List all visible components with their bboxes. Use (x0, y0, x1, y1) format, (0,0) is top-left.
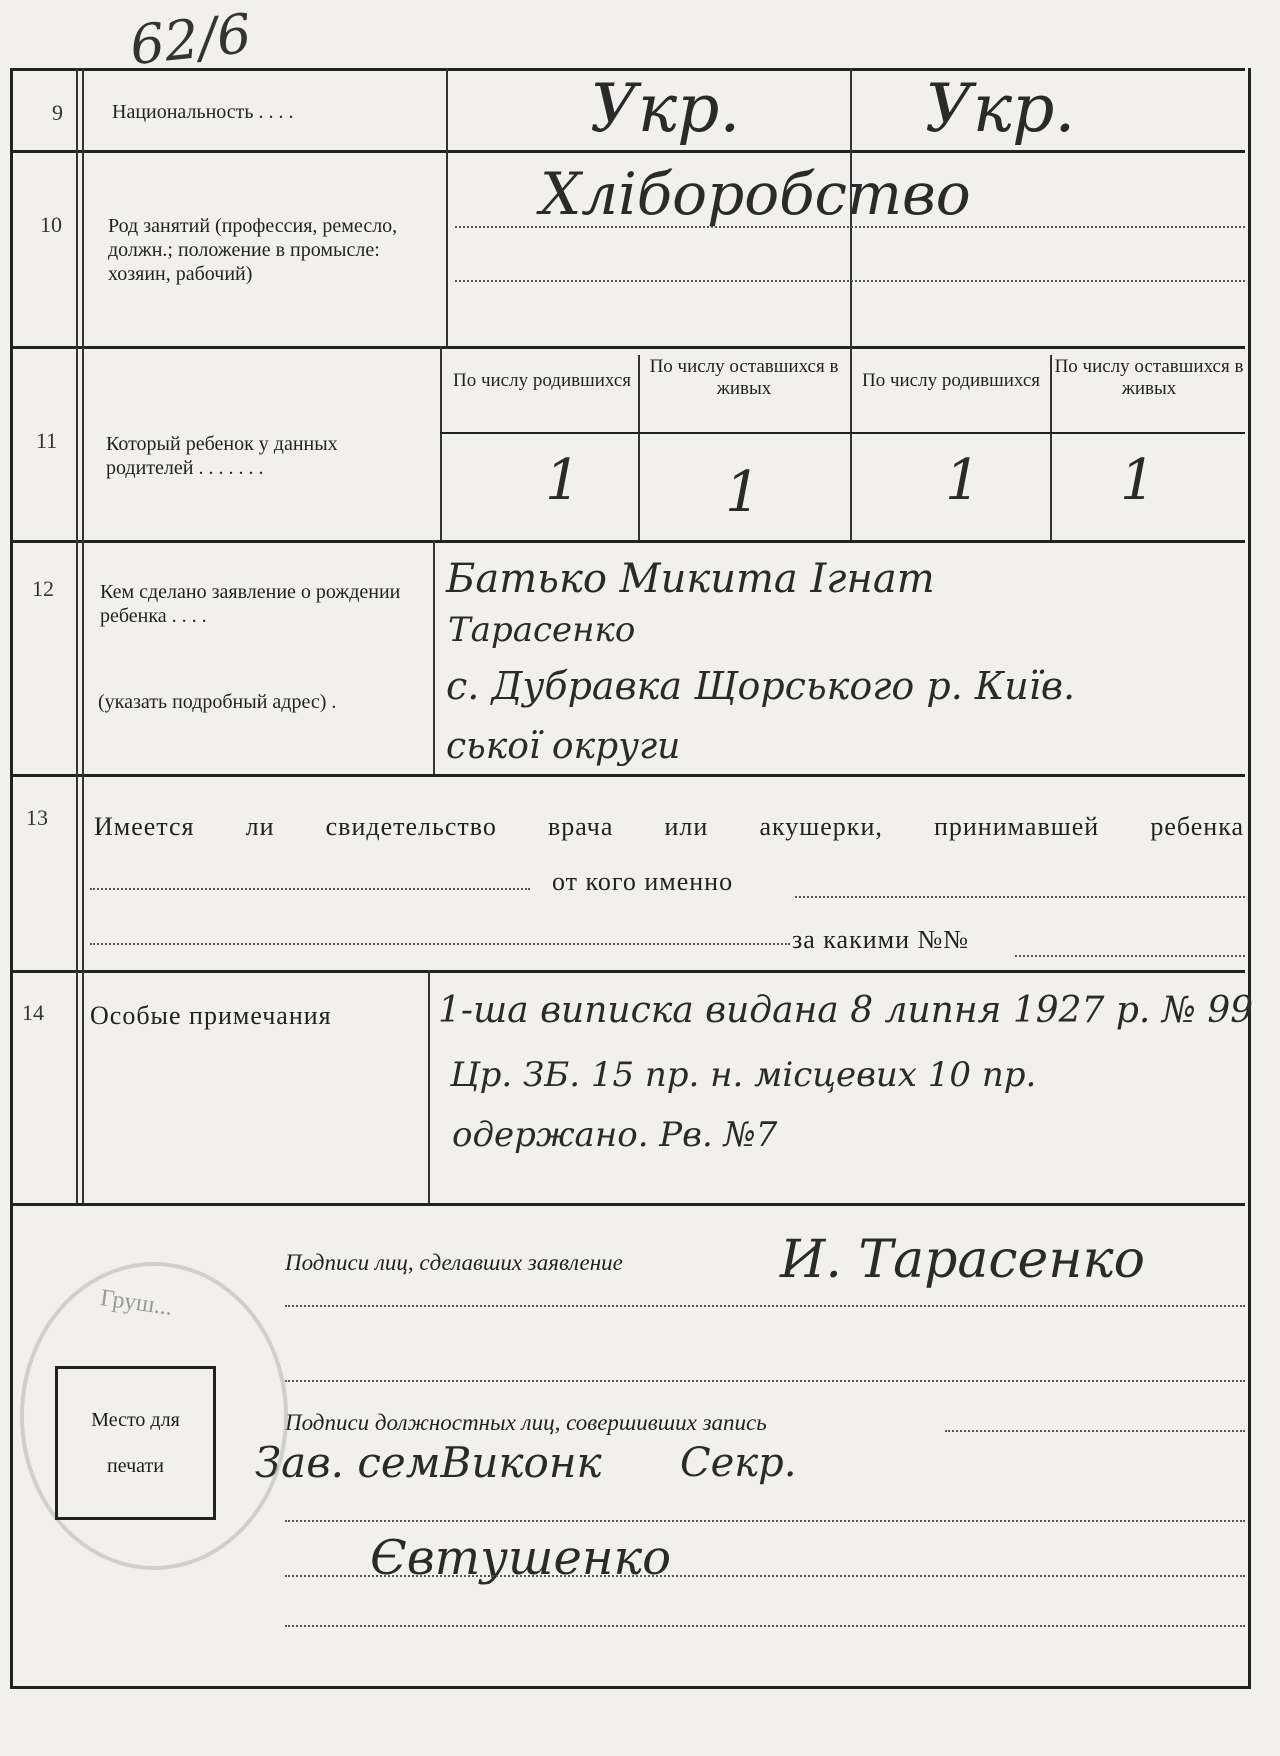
label-special-notes: Особые примечания (90, 1001, 332, 1030)
dots-sig-3 (945, 1430, 1245, 1432)
seal-label-2: печати (107, 1455, 164, 1477)
sub-divider-1 (638, 355, 640, 540)
dots-sig-1 (285, 1305, 1245, 1307)
seal-place-box (55, 1366, 216, 1520)
declarant-line-2: Тарасенко (448, 610, 636, 650)
stamp-text: Груш... (98, 1285, 175, 1321)
label-which-child: Который ребенок у данных родителей . . . . . . . (106, 433, 338, 479)
born-mother-value: 1 (945, 448, 981, 513)
header-living-mother: По числу оставшихся в живых (1054, 356, 1244, 399)
label-divider-14 (428, 970, 430, 1203)
sub-header-rule (440, 432, 1245, 434)
header-born-mother: По числу родившихся (861, 370, 1041, 391)
row-number-10: 10 (40, 212, 62, 237)
official-sig-2: Секр. (680, 1440, 797, 1486)
label-nationality: Национальность . . . . (112, 101, 294, 123)
rule-14-sign (10, 1203, 1245, 1206)
header-living-father: По числу оставшихся в живых (649, 356, 839, 399)
row-number-14: 14 (22, 1000, 44, 1025)
notes-line-3: одержано. Рв. №7 (452, 1115, 778, 1155)
label-divider-12 (433, 540, 435, 774)
living-father-value: 1 (725, 460, 761, 525)
rule-9-10 (10, 150, 1245, 153)
father-nationality: Укр. (590, 70, 741, 147)
label-declarant: Кем сделано заявление о рождении ребенка . . . . (100, 581, 401, 627)
row-number-11: 11 (36, 428, 58, 453)
notes-line-2: Цр. ЗБ. 15 пр. н. місцевих 10 пр. (450, 1055, 1037, 1095)
label-occupation: Род занятий (профессия, ремесло, должн.; положение в промысле: хозяин, рабочий) (108, 215, 398, 285)
declarant-line-4: ської округи (446, 726, 681, 767)
label-applicant-signatures: Подписи лиц, сделавших заявление (285, 1250, 623, 1275)
certificate-question: Имеется ли свидетельство врача или акушерки, принимавшей ребенка (94, 812, 1244, 841)
label-divider-11 (440, 346, 442, 540)
rule-10-11 (10, 346, 1245, 349)
dots-sig-5 (285, 1575, 1245, 1577)
row-number-12: 12 (32, 576, 54, 601)
declarant-line-3: с. Дубравка Щорського р. Київ. (446, 664, 1076, 708)
dots-13b (795, 896, 1245, 898)
label-which-numbers: за какими №№ (792, 925, 970, 954)
occupation-value: Хліборобство (540, 160, 971, 228)
dots-10a (455, 226, 1245, 228)
sub-divider-2 (1050, 355, 1052, 540)
official-sig-3: Євтушенко (370, 1530, 672, 1586)
living-mother-value: 1 (1120, 448, 1156, 513)
num-column-divider (76, 68, 84, 1203)
applicant-signature: И. Тарасенко (780, 1230, 1145, 1290)
dots-sig-2 (285, 1380, 1245, 1382)
mother-nationality: Укр. (925, 70, 1076, 147)
label-from-whom: от кого именно (552, 867, 734, 896)
notes-line-1: 1-ша виписка видана 8 липня 1927 р. № 99 (438, 990, 1254, 1031)
dots-13a (90, 888, 530, 890)
dots-13c (90, 943, 790, 945)
official-sig-1: Зав. семВиконк (255, 1438, 602, 1487)
label-official-signatures: Подписи должностных лиц, совершивших запись (285, 1410, 767, 1435)
header-born-father: По числу родившихся (452, 370, 632, 391)
dots-10b (455, 280, 1245, 282)
label-address: (указать подробный адрес) . (98, 691, 337, 713)
rule-12-13 (10, 774, 1245, 777)
row-number-9: 9 (52, 100, 63, 125)
dots-sig-6 (285, 1625, 1245, 1627)
corner-note: 62/6 (127, 1, 255, 78)
dots-sig-4 (285, 1520, 1245, 1522)
declarant-line-1: Батько Микита Ігнат (446, 556, 935, 602)
rule-13-14 (10, 970, 1245, 973)
rule-11-12 (10, 540, 1245, 543)
parent-divider (850, 68, 852, 540)
label-divider-9-10 (446, 68, 448, 348)
born-father-value: 1 (545, 448, 581, 513)
row-number-13: 13 (26, 805, 48, 830)
seal-label-1: Место для (91, 1409, 180, 1431)
dots-13d (1015, 955, 1245, 957)
